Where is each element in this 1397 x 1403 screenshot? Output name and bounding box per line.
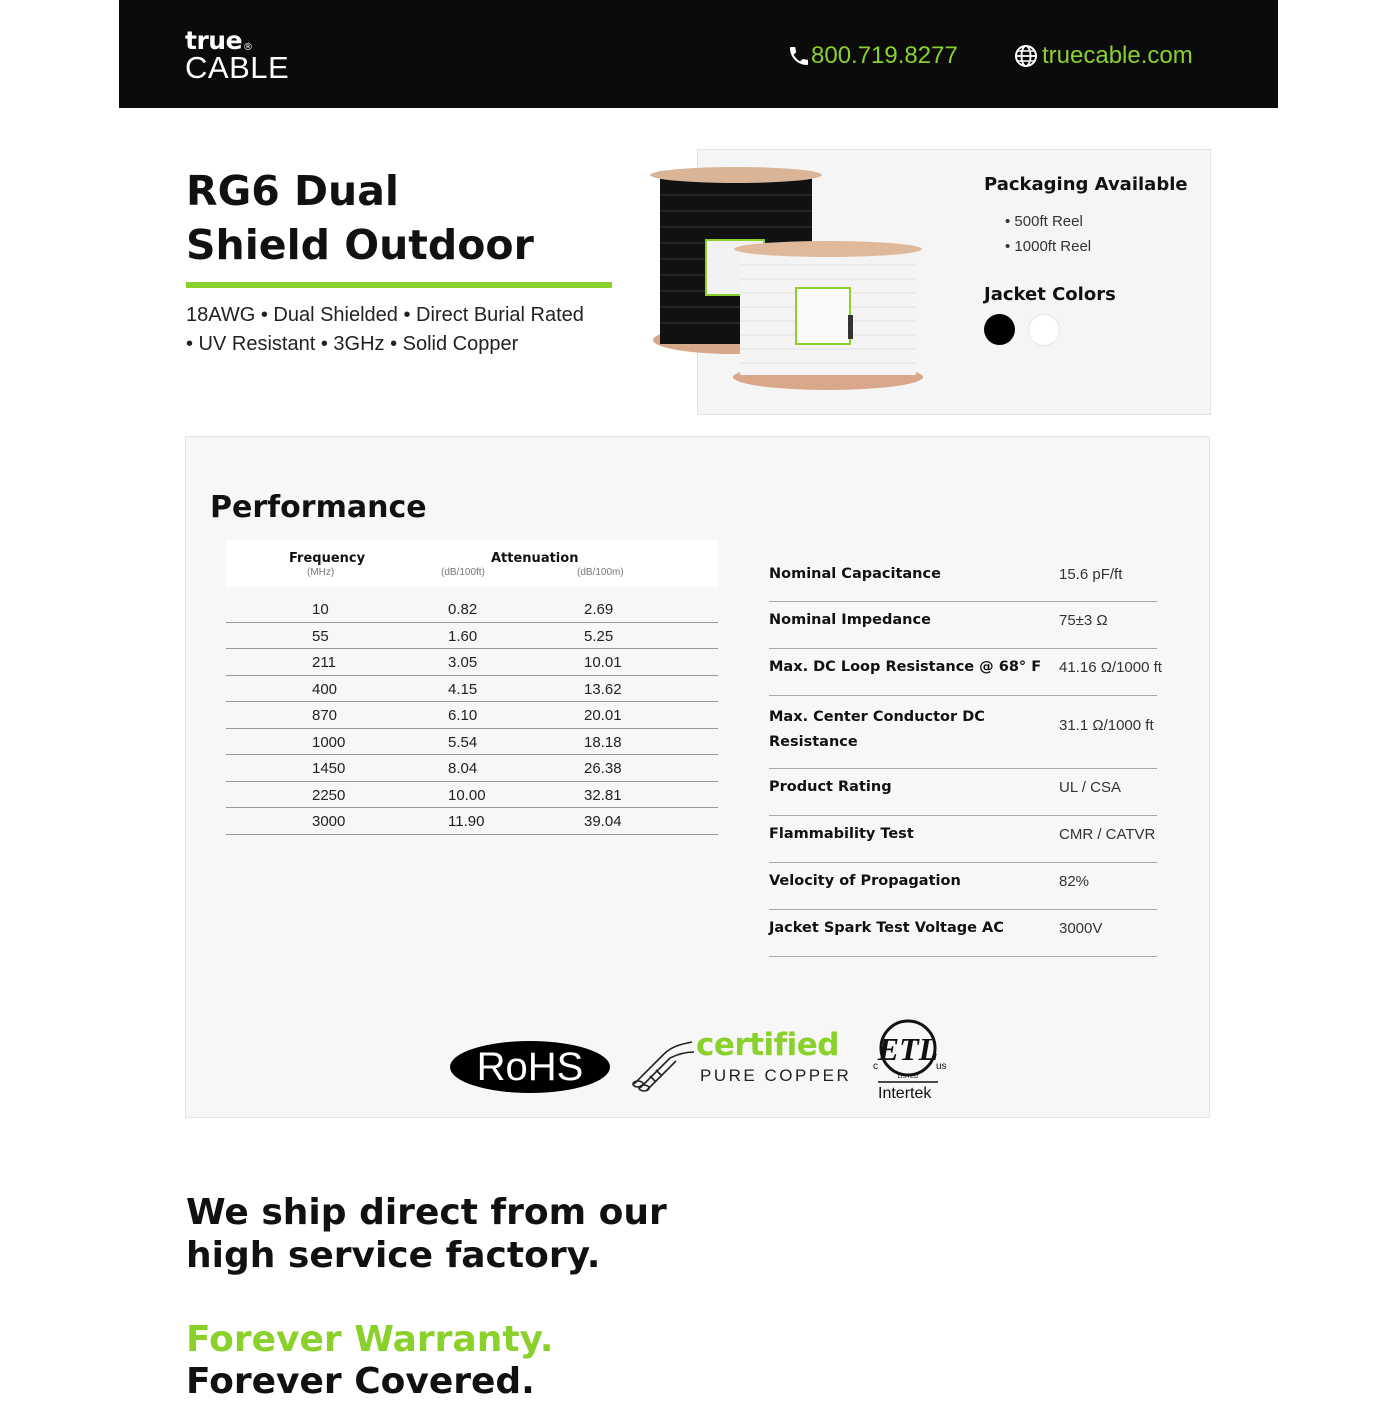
attenuation-m-cell: 32.81 (584, 786, 622, 804)
attenuation-m-cell: 18.18 (584, 733, 622, 751)
etl-listed-mark (870, 1018, 954, 1084)
unit-ft: (dB/100ft) (441, 567, 485, 578)
packaging-option: • 1000ft Reel (1005, 238, 1092, 255)
spec-value: UL / CSA (1059, 778, 1121, 796)
frequency-cell: 1000 (312, 733, 346, 751)
intertek-label: Intertek (878, 1085, 932, 1102)
frequency-cell: 10 (312, 601, 329, 618)
product-title-line2: Shield Outdoor (186, 221, 534, 269)
spec-value: 41.16 Ω/1000 ft (1059, 658, 1162, 676)
logo-cable-text: CABLE (185, 50, 290, 85)
table-row (226, 781, 718, 809)
spec-value: 3000V (1059, 919, 1103, 937)
spec-row (769, 557, 1157, 602)
attenuation-m-cell: 5.25 (584, 627, 614, 645)
attenuation-m-cell: 13.62 (584, 680, 622, 698)
table-row (226, 622, 718, 650)
attenuation-ft-cell: 6.10 (448, 707, 478, 724)
attenuation-m-cell: 10.01 (584, 654, 622, 671)
attenuation-ft-cell: 1.60 (448, 627, 478, 645)
color-swatch-white[interactable] (1028, 314, 1060, 346)
frequency-cell: 211 (312, 654, 336, 671)
spec-row (769, 862, 1157, 910)
spec-value: 31.1 Ω/1000 ft (1059, 717, 1154, 734)
etl-us-label: us (936, 1061, 947, 1072)
unit-m: (dB/100m) (577, 567, 624, 578)
performance-heading: Performance (210, 490, 427, 525)
attenuation-ft-cell: 11.90 (448, 813, 485, 830)
attenuation-ft-cell: 3.05 (448, 654, 478, 671)
etl-listed-label: LISTED (897, 1074, 919, 1080)
spec-row (769, 695, 1157, 769)
spec-row (769, 601, 1157, 649)
packaging-heading: Packaging Available (984, 174, 1188, 195)
frequency-unit: (MHz) (307, 567, 335, 578)
spec-value: 75±3 Ω (1059, 611, 1108, 629)
cable-reels-image (648, 165, 928, 397)
spec-row (769, 648, 1162, 696)
etl-c-label: c (873, 1061, 878, 1072)
product-title-line1: RG6 Dual (186, 167, 399, 215)
attenuation-ft-cell: 5.54 (448, 733, 478, 751)
attenuation-m-cell: 20.01 (584, 707, 622, 724)
certified-label: certified (696, 1027, 839, 1063)
spec-label: Nominal Impedance (769, 611, 931, 628)
packaging-option: • 500ft Reel (1005, 213, 1083, 230)
phone-icon (787, 44, 811, 68)
spec-row (769, 815, 1157, 863)
spec-value: CMR / CATVR (1059, 825, 1156, 843)
ship-statement-line2: high service factory. (186, 1235, 601, 1276)
spec-label: Jacket Spark Test Voltage AC (769, 919, 1004, 936)
attenuation-m-cell: 39.04 (584, 813, 622, 830)
table-row (226, 648, 718, 676)
frequency-header: Frequency (289, 551, 366, 566)
attenuation-ft-cell: 10.00 (448, 786, 486, 804)
color-swatch-black[interactable] (984, 314, 1015, 345)
title-underline-divider (186, 282, 612, 288)
globe-icon (1014, 44, 1038, 68)
copper-wire-icon (630, 1036, 696, 1092)
attenuation-table-header (226, 540, 718, 587)
svg-text:ETL: ETL (877, 1031, 939, 1067)
ship-statement-line1: We ship direct from our (186, 1192, 667, 1233)
logo-registered-mark: ® (243, 42, 253, 53)
attenuation-header: Attenuation (491, 551, 579, 566)
table-row (226, 728, 718, 756)
rohs-badge-text: RoHS (476, 1045, 584, 1089)
spec-label: Product Rating (769, 778, 892, 795)
spec-label: Max. Center Conductor DC Resistance (769, 709, 985, 750)
spec-label: Velocity of Propagation (769, 872, 961, 889)
attenuation-ft-cell: 0.82 (448, 601, 478, 618)
table-row (226, 595, 718, 623)
spec-row (769, 768, 1157, 816)
attenuation-m-cell: 2.69 (584, 601, 614, 618)
frequency-cell: 870 (312, 707, 338, 724)
frequency-cell: 1450 (312, 760, 346, 777)
spec-label: Nominal Capacitance (769, 566, 941, 582)
features-line-2: • UV Resistant • 3GHz • Solid Copper (186, 333, 519, 355)
pure-copper-label: PURE COPPER (700, 1066, 852, 1085)
frequency-cell: 3000 (312, 813, 346, 830)
phone-number: 800.719.8277 (811, 42, 958, 69)
spec-row (769, 909, 1157, 957)
product-title (186, 164, 646, 272)
warranty-subline: Forever Covered. (186, 1361, 535, 1402)
table-row (226, 807, 718, 835)
features-line-1: 18AWG • Dual Shielded • Direct Burial Rated (186, 304, 584, 326)
logo-true-text: true (185, 26, 243, 55)
table-row (226, 754, 718, 782)
header-bar (119, 0, 1278, 108)
attenuation-ft-cell: 4.15 (448, 680, 478, 698)
frequency-cell: 55 (312, 627, 329, 645)
spec-value: 15.6 pF/ft (1059, 566, 1123, 583)
frequency-cell: 2250 (312, 786, 346, 804)
warranty-headline: Forever Warranty. (186, 1319, 554, 1360)
spec-label: Flammability Test (769, 825, 914, 842)
attenuation-m-cell: 26.38 (584, 760, 622, 777)
website-url: truecable.com (1042, 42, 1193, 69)
spec-label: Max. DC Loop Resistance @ 68° F (769, 658, 1042, 675)
spec-value: 82% (1059, 872, 1090, 890)
attenuation-ft-cell: 8.04 (448, 760, 478, 777)
table-row (226, 701, 718, 729)
frequency-cell: 400 (312, 680, 338, 698)
table-row (226, 675, 718, 703)
jacket-colors-heading: Jacket Colors (984, 284, 1116, 305)
